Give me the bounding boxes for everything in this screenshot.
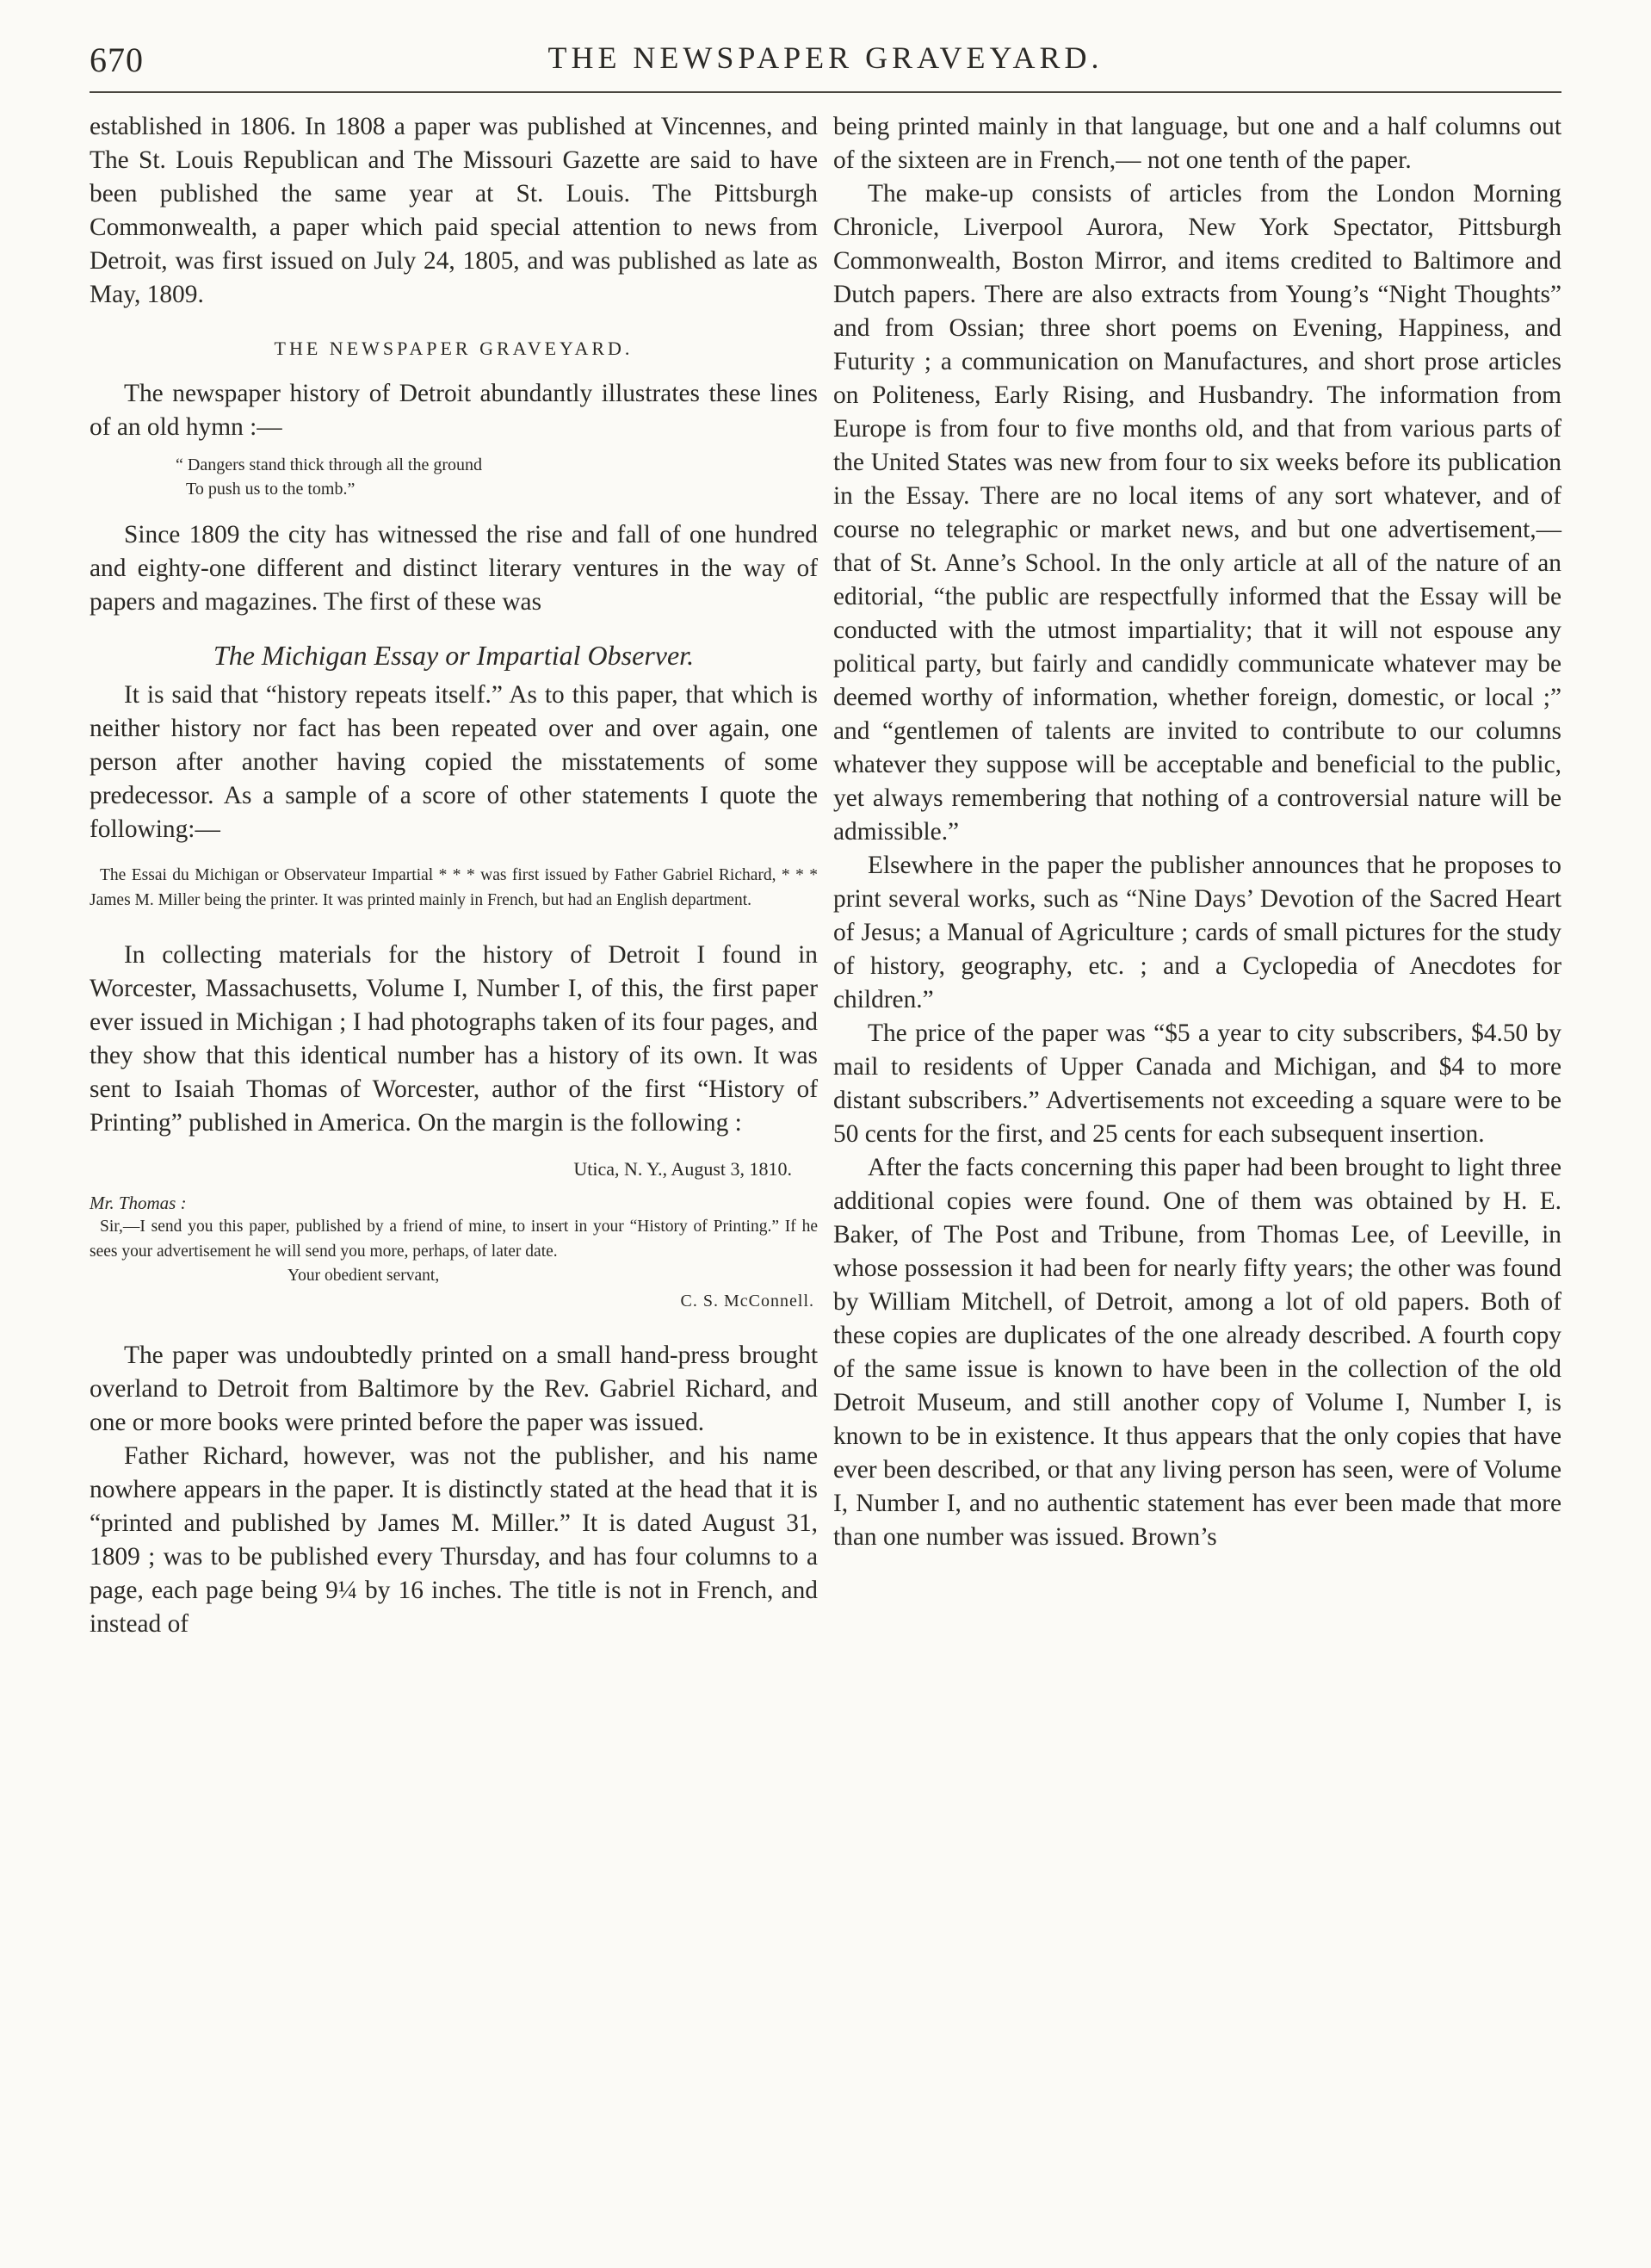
paragraph: In collecting materials for the history of Detroit I found in Worcester, Massachusetts, Volume I, Number I, of this, the first paper ever issued in Michigan ; I had photographs taken of its four pages, and they show that this identical number has a history of its own. It was sent to Isaiah Thomas of Worcester, author of the first “History of Printing” published in America. On the margin is the following :: [90, 941, 818, 1137]
paragraph: Since 1809 the city has witnessed the rise and fall of one hundred and eighty-one different and distinct literary ventures in the way of papers and magazines. The first of these was: [90, 521, 818, 616]
letter-salutation: Mr. Thomas :: [90, 1192, 187, 1213]
quote-text: The Essai du Michigan or Observateur Impartial * * * was first issued by Father Gabriel Richard, * * * James M. Miller being the printer. It was printed mainly in French, but had an English department.: [90, 866, 818, 909]
letter-body: Sir,—I send you this paper, published by a friend of mine, to insert in your “History of Printing.” If he sees your advertisement he will send you more, perhaps, of later date.: [90, 1218, 818, 1261]
letter-closing: Your obedient servant,: [288, 1267, 440, 1285]
paragraph: It is said that “history repeats itself.” As to this paper, that which is neither history nor fact has been repeated over and over again, one person after another having copied the misstatements of some predecessor. As a sample of a score of other statements I quote the following:—: [90, 681, 818, 843]
paragraph: The make-up consists of articles from the London Morning Chronicle, Liverpool Aurora, New York Spectator, Pittsburgh Commonwealth, Boston Mirror, and items credited to Baltimore and Dutch papers. There are also extracts from Young’s “Night Thoughts” and from Ossian; three short poems on Evening, Happiness, and Futurity ; a communication on Manufactures, and short prose articles on Politeness, Early Rising, and Husbandry. The information from Europe is from four to five months old, and that from various parts of the United States was new from four to six weeks before its publication in the Essay. There are no local items of any sort whatever, and of course no telegraphic or market news, and but one advertisement,— that of St. Anne’s School. In the only article at all of the nature of an editorial, “the public are respectfully informed that the Essay will be conducted with the utmost impartiality; that it will not espouse any political party, but fairly and candidly communicate whatever may be deemed worthy of information, whether foreign, domestic, or local ;” and “gentlemen of talents are invited to contribute to our columns whatever they suppose will be acceptable and beneficial to the public, yet always remembering that nothing of a controversial nature will be admissible.”: [833, 180, 1561, 846]
paragraph: The newspaper history of Detroit abundantly illustrates these lines of an old hymn :—: [90, 380, 818, 441]
paragraph: The paper was undoubtedly printed on a small hand-press brought overland to Detroit from Baltimore by the Rev. Gabriel Richard, and one or more books were printed before the paper was issued.: [90, 1342, 818, 1436]
verse-line: To push us to the tomb.”: [186, 480, 356, 499]
verse-line: “ Dangers stand thick through all the ground: [176, 455, 483, 474]
section-heading: THE NEWSPAPER GRAVEYARD.: [274, 338, 634, 359]
page-header: [90, 40, 1561, 83]
subheading-michigan-essay: The Michigan Essay or Impartial Observer.: [213, 640, 695, 671]
letter-dateline: Utica, N. Y., August 3, 1810.: [573, 1158, 792, 1180]
paragraph: being printed mainly in that language, but one and a half columns out of the sixteen are in French,— not one tenth of the paper.: [833, 113, 1561, 174]
letter-signature: C. S. McConnell.: [680, 1291, 814, 1311]
running-title: THE NEWSPAPER GRAVEYARD.: [547, 40, 1104, 75]
right-column: [833, 110, 1561, 1554]
page-number: 670: [90, 40, 144, 79]
margin-letter: [90, 1157, 818, 1313]
left-column: [90, 110, 818, 1641]
header-rule: [90, 91, 1561, 93]
paragraph: The price of the paper was “$5 a year to city subscribers, $4.50 by mail to residents of Upper Canada and Michigan, and $4 to more distant subscribers.” Advertisements not exceeding a square were to be 50 cents for the first, and 25 cents for each subsequent insertion.: [833, 1019, 1561, 1148]
block-quote: [90, 864, 818, 913]
paragraph: Father Richard, however, was not the publisher, and his name nowhere appears in the paper. It is distinctly stated at the head that it is “printed and published by James M. Miller.” It is dated August 31, 1809 ; was to be published every Thursday, and has four columns to a page, each page being 9¼ by 16 inches. The title is not in French, and instead of: [90, 1442, 818, 1638]
paragraph: Elsewhere in the paper the publisher announces that he proposes to print several works, such as “Nine Days’ Devotion of the Sacred Heart of Jesus; a Manual of Agriculture ; cards of small pictures for the study of history, geography, etc. ; and a Cyclopedia of Anecdotes for children.”: [833, 852, 1561, 1013]
paragraph: established in 1806. In 1808 a paper was published at Vincennes, and The St. Louis Republican and The Missouri Gazette are said to have been published the same year at St. Louis. The Pittsburgh Commonwealth, a paper which paid special attention to news from Detroit, was first issued on July 24, 1805, and was published as late as May, 1809.: [90, 113, 818, 308]
hymn-verse: [90, 453, 818, 501]
paragraph: After the facts concerning this paper had been brought to light three additional copies were found. One of them was obtained by H. E. Baker, of The Post and Tribune, from Thomas Lee, of Leeville, in whose possession it had been for nearly fifty years; the other was found by William Mitchell, of Detroit, among a lot of old papers. Both of these copies are duplicates of the one already described. A fourth copy of the same issue is known to have been in the collection of the old Detroit Museum, and still another copy of Volume I, Number I, is known to be in existence. It thus appears that the only copies that have ever been described, or that any living person has seen, were of Volume I, Number I, and no authentic statement has ever been made that more than one number was issued. Brown’s: [833, 1154, 1561, 1551]
